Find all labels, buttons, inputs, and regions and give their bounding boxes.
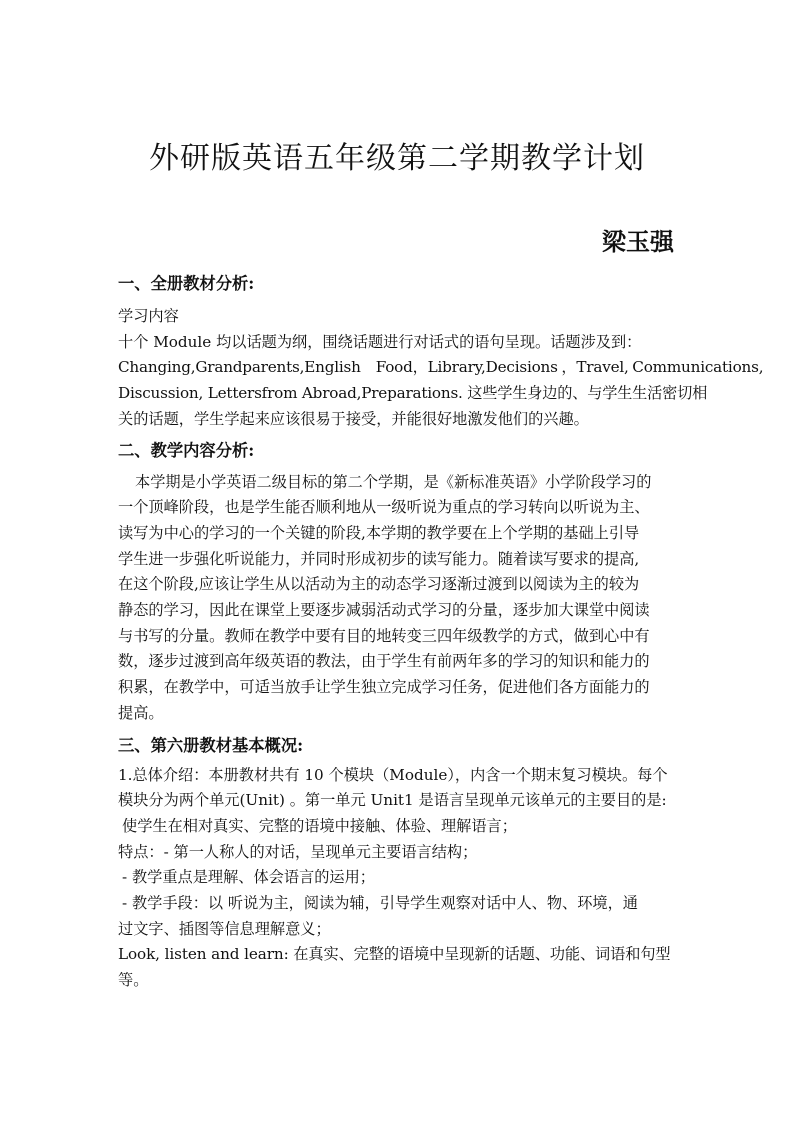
document-body <box>118 270 764 994</box>
paragraph-line: - 教学重点是理解、体会语言的运用； <box>122 868 375 887</box>
paragraph-line: 等。 <box>118 971 149 990</box>
paragraph-line: Look, listen and learn: 在真实、完整的语境中呈现新的话题、功能、词语和句型 <box>118 945 671 964</box>
paragraph-line: Discussion, Lettersfrom Abroad,Preparations. 这些学生身边的、与学生生活密切相 <box>118 384 708 403</box>
paragraph-line: 与书写的分量。教师在教学中要有目的地转变三四年级教学的方式，做到心中有 <box>118 626 650 645</box>
paragraph-line: 关的话题，学生学起来应该很易于接受，并能很好地激发他们的兴趣。 <box>118 409 589 428</box>
paragraph-line: 数，逐步过渡到高年级英语的教法，由于学生有前两年多的学习的知识和能力的 <box>118 652 650 671</box>
paragraph-line: 学生进一步强化听说能力，并同时形成初步的读写能力。随着读写要求的提高, <box>118 549 640 568</box>
section-heading-2: 二、教学内容分析: <box>118 440 255 460</box>
paragraph-line: - 教学手段：以 听说为主，阅读为辅，引导学生观察对话中人、物、环境，通 <box>122 894 638 913</box>
paragraph-line: 一个顶峰阶段，也是学生能否顺利地从一级听说为重点的学习转向以听说为主、 <box>118 498 650 517</box>
section-heading-1: 一、全册教材分析: <box>118 274 255 293</box>
paragraph-line: 静态的学习，因此在课堂上要逐步减弱活动式学习的分量，逐步加大课堂中阅读 <box>118 601 650 620</box>
paragraph-line: 特点：- 第一人称人的对话，呈现单元主要语言结构； <box>118 842 478 861</box>
paragraph-line: 过文字、插图等信息理解意义； <box>118 919 331 938</box>
section-heading-3: 三、第六册教材基本概况: <box>118 735 304 755</box>
section-subheading: 学习内容 <box>118 307 179 325</box>
paragraph-line: 1.总体介绍：本册教材共有 10 个模块（Module），内含一个期末复习模块。每个 <box>118 765 668 784</box>
paragraph-line: 模块分为两个单元(Unit) 。第一单元 Unit1 是语言呈现单元该单元的主要目的是: <box>118 791 667 810</box>
paragraph-line: 提高。 <box>118 703 164 722</box>
paragraph-line: 十个 Module 均以话题为纲，围绕话题进行对话式的语句呈现。话题涉及到： <box>118 332 642 351</box>
document-title: 外研版英语五年级第二学期教学计划 <box>149 141 645 176</box>
paragraph-line: 在这个阶段,应该让学生从以活动为主的动态学习逐渐过渡到以阅读为主的较为 <box>118 575 640 594</box>
paragraph-line: 使学生在相对真实、完整的语境中接触、体验、理解语言； <box>122 816 517 835</box>
paragraph-line: 读写为中心的学习的一个关键的阶段,本学期的教学要在上个学期的基础上引导 <box>118 523 640 542</box>
paragraph-line: 本学期是小学英语二级目标的第二个学期，是《新标准英语》小学阶段学习的 <box>135 472 652 491</box>
paragraph-line: Changing,Grandparents,English Food，Library,Decisions ，Travel, Communications, <box>118 358 764 377</box>
author-name: 梁玉强 <box>602 227 674 256</box>
paragraph-line: 积累，在教学中，可适当放手让学生独立完成学习任务，促进他们各方面能力的 <box>118 678 650 697</box>
